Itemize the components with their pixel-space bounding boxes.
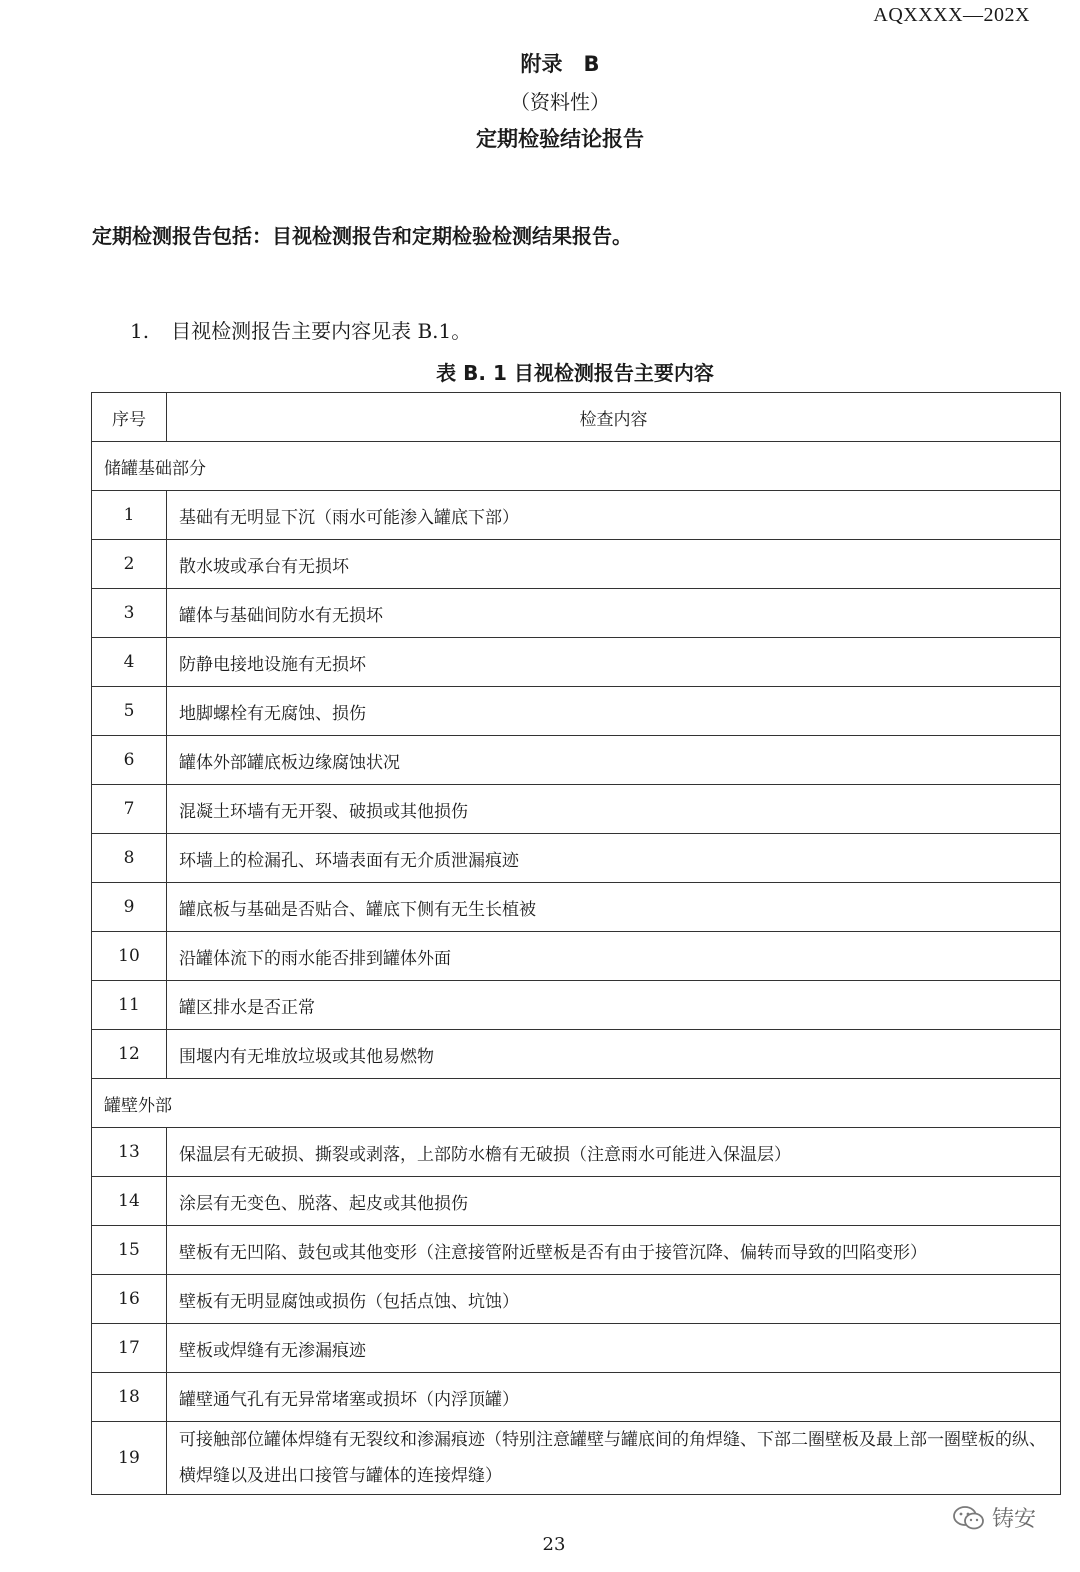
row-no: 11 <box>92 981 167 1030</box>
row-no: 12 <box>92 1030 167 1079</box>
row-content: 涂层有无变色、脱落、起皮或其他损伤 <box>167 1177 1061 1226</box>
row-content: 壁板有无凹陷、鼓包或其他变形（注意接管附近壁板是否有由于接管沉降、偏转而导致的凹陷变形） <box>167 1226 1061 1275</box>
row-no: 13 <box>92 1128 167 1177</box>
row-content: 罐体与基础间防水有无损坏 <box>167 589 1061 638</box>
table-row <box>92 638 1061 687</box>
row-content: 地脚螺栓有无腐蚀、损伤 <box>167 687 1061 736</box>
table-header-row <box>92 393 1061 442</box>
row-content: 罐体外部罐底板边缘腐蚀状况 <box>167 736 1061 785</box>
table-row <box>92 589 1061 638</box>
row-no: 15 <box>92 1226 167 1275</box>
table-row <box>92 1226 1061 1275</box>
row-no: 3 <box>92 589 167 638</box>
table-row <box>92 1030 1061 1079</box>
row-content: 罐区排水是否正常 <box>167 981 1061 1030</box>
row-content: 可接触部位罐体焊缝有无裂纹和渗漏痕迹（特别注意罐壁与罐底间的角焊缝、下部二圈壁板及最上部一圈壁板的纵、横焊缝以及进出口接管与罐体的连接焊缝） <box>167 1422 1061 1495</box>
appendix-title: 附录 B <box>520 52 600 76</box>
row-no: 17 <box>92 1324 167 1373</box>
section-title-shell-exterior: 罐壁外部 <box>92 1079 1061 1128</box>
row-no: 19 <box>92 1422 167 1495</box>
header-content: 检查内容 <box>167 393 1061 442</box>
row-content: 基础有无明显下沉（雨水可能渗入罐底下部） <box>167 491 1061 540</box>
table-row <box>92 1275 1061 1324</box>
table-row <box>92 883 1061 932</box>
row-content: 防静电接地设施有无损坏 <box>167 638 1061 687</box>
page-number: 23 <box>542 1534 566 1555</box>
inspection-table <box>91 392 1061 1495</box>
intro-paragraph: 定期检测报告包括：目视检测报告和定期检验检测结果报告。 <box>92 224 632 248</box>
table-row <box>92 1324 1061 1373</box>
table-row <box>92 687 1061 736</box>
table-row <box>92 1422 1061 1495</box>
row-no: 1 <box>92 491 167 540</box>
row-content: 沿罐体流下的雨水能否排到罐体外面 <box>167 932 1061 981</box>
table-caption: 表 B. 1 目视检测报告主要内容 <box>436 361 714 385</box>
table-row <box>92 834 1061 883</box>
table-row <box>92 1177 1061 1226</box>
row-content: 罐底板与基础是否贴合、罐底下侧有无生长植被 <box>167 883 1061 932</box>
table-row <box>92 785 1061 834</box>
section-row <box>92 442 1061 491</box>
row-no: 14 <box>92 1177 167 1226</box>
document-code: AQXXXX—202X <box>873 4 1030 26</box>
row-no: 2 <box>92 540 167 589</box>
row-content: 壁板有无明显腐蚀或损伤（包括点蚀、坑蚀） <box>167 1275 1061 1324</box>
row-no: 10 <box>92 932 167 981</box>
row-no: 7 <box>92 785 167 834</box>
row-content: 保温层有无破损、撕裂或剥落，上部防水檐有无破损（注意雨水可能进入保温层） <box>167 1128 1061 1177</box>
row-no: 5 <box>92 687 167 736</box>
row-content: 围堰内有无堆放垃圾或其他易燃物 <box>167 1030 1061 1079</box>
list-item-number: 1. <box>130 319 150 343</box>
row-content: 罐壁通气孔有无异常堵塞或损坏（内浮顶罐） <box>167 1373 1061 1422</box>
watermark-text: 铸安 <box>992 1507 1037 1532</box>
watermark <box>952 1502 1036 1533</box>
wechat-icon <box>952 1505 986 1531</box>
row-content: 散水坡或承台有无损坏 <box>167 540 1061 589</box>
appendix-nature: （资料性） <box>510 90 610 114</box>
row-no: 6 <box>92 736 167 785</box>
table-row <box>92 932 1061 981</box>
row-no: 16 <box>92 1275 167 1324</box>
table-row <box>92 1128 1061 1177</box>
section-row <box>92 1079 1061 1128</box>
row-no: 18 <box>92 1373 167 1422</box>
table-row <box>92 540 1061 589</box>
header-no: 序号 <box>92 393 167 442</box>
row-content: 混凝土环墙有无开裂、破损或其他损伤 <box>167 785 1061 834</box>
row-no: 4 <box>92 638 167 687</box>
list-item-text: 目视检测报告主要内容见表 B.1。 <box>171 319 472 343</box>
row-content: 环墙上的检漏孔、环墙表面有无介质泄漏痕迹 <box>167 834 1061 883</box>
report-title: 定期检验结论报告 <box>476 127 644 151</box>
row-content: 壁板或焊缝有无渗漏痕迹 <box>167 1324 1061 1373</box>
table-row <box>92 1373 1061 1422</box>
table-row <box>92 736 1061 785</box>
table-row <box>92 981 1061 1030</box>
list-item-1 <box>130 315 471 344</box>
table-row <box>92 491 1061 540</box>
row-no: 9 <box>92 883 167 932</box>
section-title-foundation: 储罐基础部分 <box>92 442 1061 491</box>
row-no: 8 <box>92 834 167 883</box>
